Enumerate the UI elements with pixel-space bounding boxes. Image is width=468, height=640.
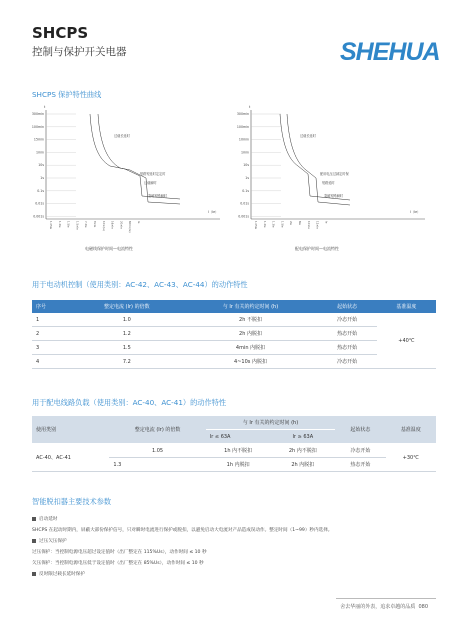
y-tick-label: 1min: [35, 150, 44, 155]
y-tick-label: 0.1s: [37, 188, 44, 193]
x-tick-label: 1.2Ie: [57, 221, 61, 228]
table-row: AC-40、AC-41 1.05 1h 内不脱扣 2h 内不脱扣 冷态开始 +30℃: [32, 444, 436, 458]
param-head-2: 过压欠压保护: [32, 538, 67, 544]
y-tick-label: 1min: [240, 150, 249, 155]
distribution-table: [32, 416, 436, 472]
y-tick-label: 10s: [38, 163, 44, 168]
param-line: 过压保护：当控制电源电压超过设定值时（出厂整定在 115%Us），动作时间 ≤ 10 秒: [32, 550, 207, 555]
y-tick-label: 0.01s: [240, 201, 249, 206]
motor-table: [32, 300, 436, 369]
logo-text: SHEHUA: [340, 38, 440, 66]
col-header: 起始状态: [318, 300, 377, 313]
y-tick-label: 100min: [236, 124, 249, 129]
page-number: 080: [418, 604, 428, 610]
param-head-3: 反时限过载长延时保护: [32, 571, 85, 577]
param-head-1: 启动延时: [32, 516, 57, 522]
footer: [340, 603, 428, 610]
x-tick-label: 2Ie: [289, 221, 293, 226]
left-label-2: 短路短延时定定时: [140, 172, 166, 176]
right-label-1: 过载长延时: [300, 134, 316, 138]
x-tick-label: 1.2Ie: [262, 221, 266, 228]
shehua-logo: [340, 36, 444, 66]
page-title: SHCPS: [32, 24, 89, 42]
y-tick-label: 0.1s: [242, 188, 249, 193]
y-tick-label: 10min: [238, 137, 249, 142]
x-tick-label: 7.2Ie: [84, 221, 88, 228]
param-line: SHCPS 在起动时期内，屏蔽大部份保护信号，只对瞬时电流进行保护或脱扣，以避免启动大电流对产品造成误动作。整定时间（1~99）秒内选择。: [32, 528, 333, 533]
right-y-unit: t: [249, 105, 251, 109]
col-header: 序号: [32, 300, 70, 313]
col-header: 整定电流 (Ir) 的倍数: [70, 300, 183, 313]
col-header: 基准温度: [377, 300, 436, 313]
left-y-unit: t: [44, 105, 46, 109]
motor-table-header: [32, 300, 436, 313]
x-tick-label: 8×Ie: [93, 221, 96, 228]
x-tick-label: 1.05Ie: [254, 221, 257, 230]
left-curve-2: [98, 114, 180, 204]
x-tick-label: 10×Ie: [306, 221, 310, 229]
y-tick-label: 10s: [243, 163, 249, 168]
left-label-1: 过载长延时: [114, 134, 130, 138]
left-curve-1: [90, 114, 180, 199]
left-label-4: 鉴破短路瞬时: [148, 194, 168, 198]
param-line: 欠压保护：当控制电源电压低于设定值时（出厂整定在 85%Us），动作时间 ≤ 10 秒: [32, 561, 204, 566]
section-distribution-title: 用于配电线路负载（使用类别：AC-40、AC-41）的动作特性: [32, 398, 227, 407]
x-tick-label: 1.05Ie: [49, 221, 52, 230]
dist-table-header: 使用类别 整定电流 (Ir) 的倍数 与 Ir 有关的约定时间 (h) 起始状态 基准温度: [32, 416, 436, 430]
protection-curves: [30, 104, 435, 254]
right-x-unit: I（Ie）: [410, 210, 421, 214]
right-caption: 配电保护时间—电流特性: [295, 246, 339, 251]
x-tick-label: 1.5×Ie: [75, 221, 79, 230]
y-tick-label: 1s: [245, 176, 249, 180]
left-x-unit: I（Ie）: [208, 210, 219, 214]
page-subtitle: 控制与保护开关电器: [32, 46, 127, 58]
table-row: 1 1.0 2h 不脱扣 冷态开始 +40℃: [32, 313, 436, 327]
x-tick-label: Ie: [137, 221, 140, 224]
x-tick-label: 10×(Ie): [101, 221, 105, 231]
footer-divider: [336, 598, 436, 599]
section-motor-title: 用于电动机控制（使用类别：AC-42、AC-43、AC-44）的动作特性: [32, 280, 248, 289]
x-tick-label: 16×Ie: [110, 221, 114, 229]
y-tick-label: 0.01s: [35, 201, 44, 206]
table-row: 1.3 1h 内脱扣 2h 内脱扣 热态开始: [32, 458, 436, 472]
x-tick-label: 6Ie: [298, 221, 301, 226]
x-tick-label: 1.3Ie: [271, 221, 275, 228]
left-label-3: 过载瞬时: [144, 181, 157, 185]
x-tick-label: Ie: [324, 221, 328, 224]
footer-slogan: 舍去华丽的外表，追求卓越的品质: [340, 604, 416, 610]
col-header: 与 Ir 有关的约定时间 (h): [183, 300, 317, 313]
y-tick-label: 0.001s: [33, 214, 44, 219]
y-tick-label: 0.001s: [238, 214, 249, 219]
table-row: 3 1.5 4min 内脱扣 热态开始: [32, 341, 436, 355]
y-tick-label: 100min: [31, 124, 44, 129]
x-tick-label: 12×Ie: [315, 221, 319, 229]
y-tick-label: 15min: [33, 137, 44, 142]
section-curves-title: SHCPS 保护特性曲线: [32, 90, 102, 99]
base-temperature: +40℃: [377, 313, 436, 369]
right-curve-1: [280, 114, 350, 200]
chart-left: [32, 105, 220, 251]
table-row: 4 7.2 4~10s 内脱扣 冷态开始: [32, 355, 436, 369]
left-caption: 电磁线保护时间—电流特性: [85, 246, 133, 251]
right-label-3: 短路延时: [322, 181, 335, 185]
y-tick-label: 300min: [236, 112, 249, 116]
dist-table-subheader: Ir ≤ 63A Ir ≥ 63A: [32, 430, 436, 444]
chart-right: [237, 105, 425, 251]
x-tick-label: 20×Ie: [119, 221, 123, 229]
section-params-title: 智能脱扣器主要技术参数: [32, 497, 112, 506]
y-tick-label: 1s: [40, 176, 44, 180]
right-curve-2: [287, 114, 350, 205]
x-tick-label: 1.5Ie: [280, 221, 284, 228]
right-label-4: 鉴破短路瞬时: [324, 194, 344, 198]
table-row: 2 1.2 2h 内脱扣 热态开始: [32, 327, 436, 341]
right-label-2: 配用电压过减定时保: [320, 172, 349, 176]
y-tick-label: 300min: [31, 112, 44, 116]
x-tick-label: 600×(Ie): [128, 221, 132, 233]
x-tick-label: 1.5Ie: [66, 221, 70, 228]
